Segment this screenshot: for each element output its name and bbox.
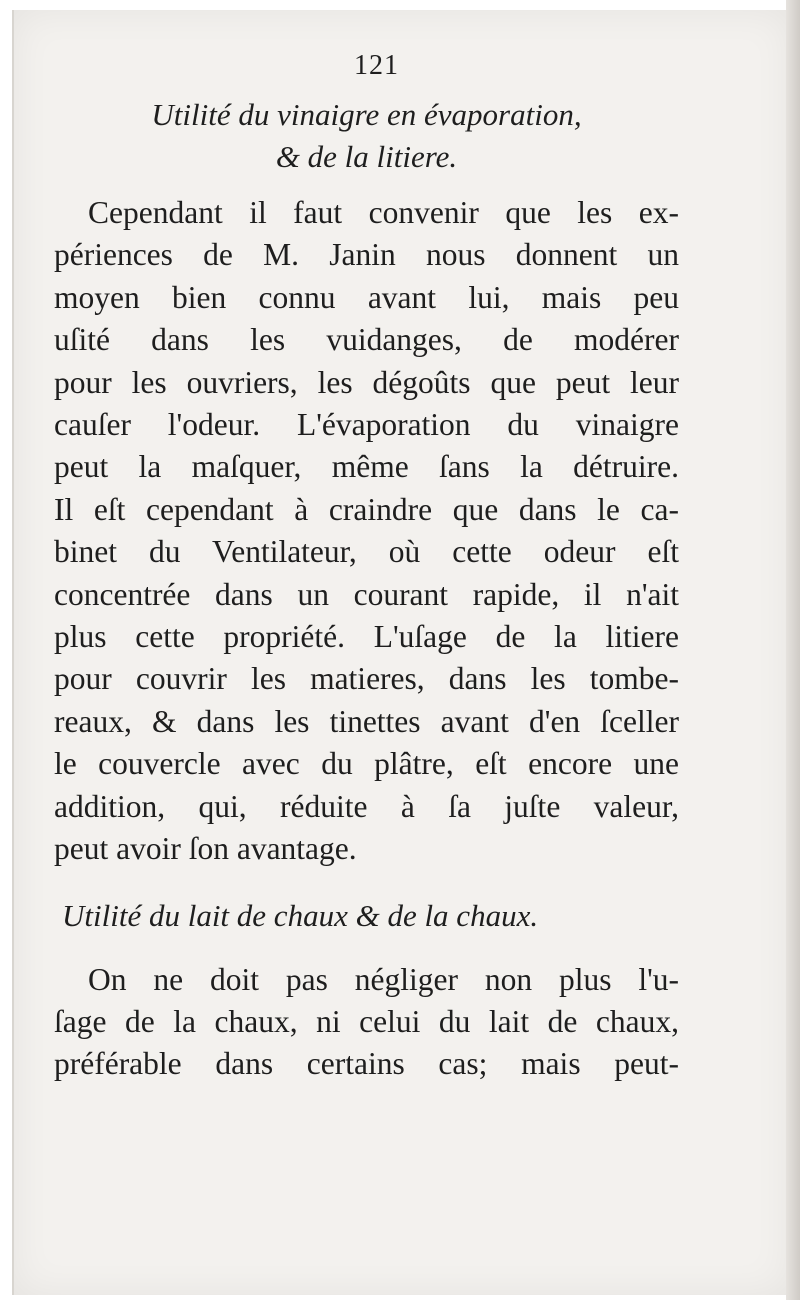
text-line: cauſer l'odeur. L'évaporation du vinaigre xyxy=(54,407,679,443)
text-line: plus cette propriété. L'uſage de la litiere xyxy=(54,619,679,655)
text-line: pour les ouvriers, les dégoûts que peut leur xyxy=(54,364,679,400)
page-number: 121 xyxy=(354,50,399,81)
text-line: ſage de la chaux, ni celui du lait de chaux, xyxy=(54,1003,679,1039)
text-line: concentrée dans un courant rapide, il n'ait xyxy=(54,576,679,612)
section-heading-vinegar xyxy=(54,94,679,178)
text-line: préférable dans certains cas; mais peut- xyxy=(54,1046,679,1082)
paragraph-vinegar-litter xyxy=(54,192,679,871)
text-line: pour couvrir les matieres, dans les tombe- xyxy=(54,661,679,697)
text-line: le couvercle avec du plâtre, eſt encore une xyxy=(54,746,679,782)
page-edge-shadow xyxy=(786,0,800,1300)
text-line: Cependant il faut convenir que les ex- xyxy=(88,195,679,230)
heading-line: & de la litiere. xyxy=(275,139,458,174)
text-line: reaux, & dans les tinettes avant d'en ſceller xyxy=(54,703,679,739)
heading-line: Utilité du vinaigre en évaporation, xyxy=(151,97,582,132)
page-content xyxy=(54,50,679,1086)
text-line: périences de M. Janin nous donnent un xyxy=(54,237,679,273)
paragraph-lime xyxy=(54,959,679,1086)
text-line: uſité dans les vuidanges, de modérer xyxy=(54,322,679,358)
text-line: addition, qui, réduite à ſa juſte valeur, xyxy=(54,788,679,824)
text-line: moyen bien connu avant lui, mais peu xyxy=(54,279,679,315)
text-line: On ne doit pas négliger non plus l'u- xyxy=(88,961,679,997)
text-line: Il eſt cependant à craindre que dans le ca- xyxy=(54,491,679,527)
section-heading-lime: Utilité du lait de chaux & de la chaux. xyxy=(62,897,539,933)
text-line: peut la maſquer, même ſans la détruire. xyxy=(54,449,679,485)
text-line: binet du Ventilateur, où cette odeur eſt xyxy=(54,534,679,570)
book-page xyxy=(12,10,790,1295)
text-line: peut avoir ſon avantage. xyxy=(54,831,357,867)
